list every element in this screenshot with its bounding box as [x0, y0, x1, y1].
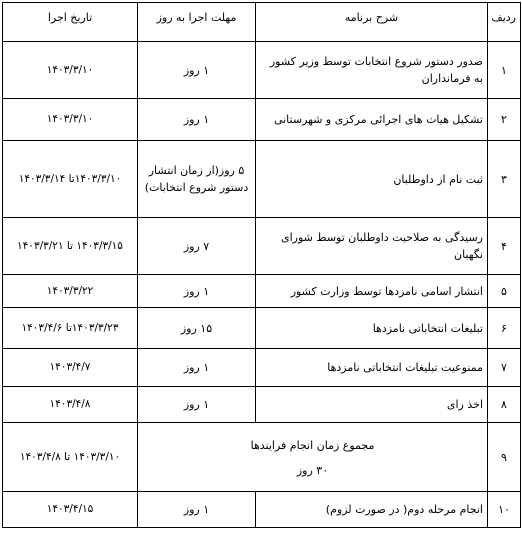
- table-row: [3, 387, 521, 423]
- total-row-date: ۱۴۰۳/۳/۱۰ تا ۱۴۰۳/۴/۸: [3, 423, 138, 492]
- row-duration: ۱ روز: [138, 275, 256, 308]
- row-index: ۷: [488, 349, 521, 387]
- row-index: ۵: [488, 275, 521, 308]
- table-row: [3, 99, 521, 141]
- row-date: ۱۴۰۳/۴/۷: [3, 349, 138, 387]
- table-row: [3, 42, 521, 99]
- table-row: [3, 349, 521, 387]
- row-date: ۱۴۰۳/۳/۲۳تا ۱۴۰۳/۴/۶: [3, 308, 138, 349]
- row-date: ۱۴۰۳/۳/۲۲: [3, 275, 138, 308]
- row-date: ۱۴۰۳/۴/۸: [3, 387, 138, 423]
- row-index: ۴: [488, 218, 521, 275]
- row-index: ۸: [488, 387, 521, 423]
- row-date: ۱۴۰۳/۳/۱۰تا ۱۴۰۳/۳/۱۴: [3, 141, 138, 218]
- row-date: ۱۴۰۳/۳/۱۵ تا ۱۴۰۳/۳/۲۱: [3, 218, 138, 275]
- row-index: ۲: [488, 99, 521, 141]
- total-row-summary: [138, 423, 488, 492]
- total-row-index: ۹: [488, 423, 521, 492]
- row-duration: ۱۵ روز: [138, 308, 256, 349]
- total-row: [3, 423, 521, 492]
- header-duration: مهلت اجرا به روز: [138, 3, 256, 42]
- header-description: شرح برنامه: [256, 3, 488, 42]
- row-duration: ۱ روز: [138, 387, 256, 423]
- table-row: [3, 308, 521, 349]
- row-description: تبلیغات انتخاباتی نامزدها: [256, 308, 488, 349]
- election-schedule-table: [2, 2, 521, 528]
- table-row: [3, 141, 521, 218]
- row-date: ۱۴۰۳/۳/۱۰: [3, 42, 138, 99]
- row-description: انتشار اسامی نامزدها توسط وزارت کشور: [256, 275, 488, 308]
- schedule-table-container: [2, 2, 520, 528]
- row-duration: ۱ روز: [138, 349, 256, 387]
- table-row: [3, 492, 521, 528]
- row-index: ۱۰: [488, 492, 521, 528]
- row-duration: ۱ روز: [138, 42, 256, 99]
- header-row: [3, 3, 521, 42]
- total-duration-label: مجموع زمان انجام فرایندها: [250, 439, 375, 452]
- row-description: تشکیل هیات های اجرائی مرکزی و شهرستانی: [256, 99, 488, 141]
- table-row: [3, 218, 521, 275]
- row-duration: ۵ روز(از زمان انتشار دستور شروع انتخابات): [138, 141, 256, 218]
- total-duration-value: ۳۰ روز: [296, 464, 329, 477]
- row-index: ۶: [488, 308, 521, 349]
- table-row: [3, 275, 521, 308]
- row-description: ممنوعیت تبلیغات انتخاباتی نامزدها: [256, 349, 488, 387]
- row-duration: ۱ روز: [138, 99, 256, 141]
- row-index: ۱: [488, 42, 521, 99]
- row-description: رسیدگی به صلاحیت داوطلبان توسط شورای نگهبان: [256, 218, 488, 275]
- row-duration: ۱ روز: [138, 492, 256, 528]
- header-date: تاریخ اجرا: [3, 3, 138, 42]
- header-index: ردیف: [488, 3, 521, 42]
- row-description: صدور دستور شروع انتخابات توسط وزیر کشور به فرمانداران: [256, 42, 488, 99]
- row-description: انجام مرحله دوم( در صورت لزوم): [256, 492, 488, 528]
- row-description: اخذ رای: [256, 387, 488, 423]
- row-index: ۳: [488, 141, 521, 218]
- row-duration: ۷ روز: [138, 218, 256, 275]
- row-date: ۱۴۰۳/۴/۱۵: [3, 492, 138, 528]
- row-description: ثبت نام از داوطلبان: [256, 141, 488, 218]
- row-date: ۱۴۰۳/۳/۱۰: [3, 99, 138, 141]
